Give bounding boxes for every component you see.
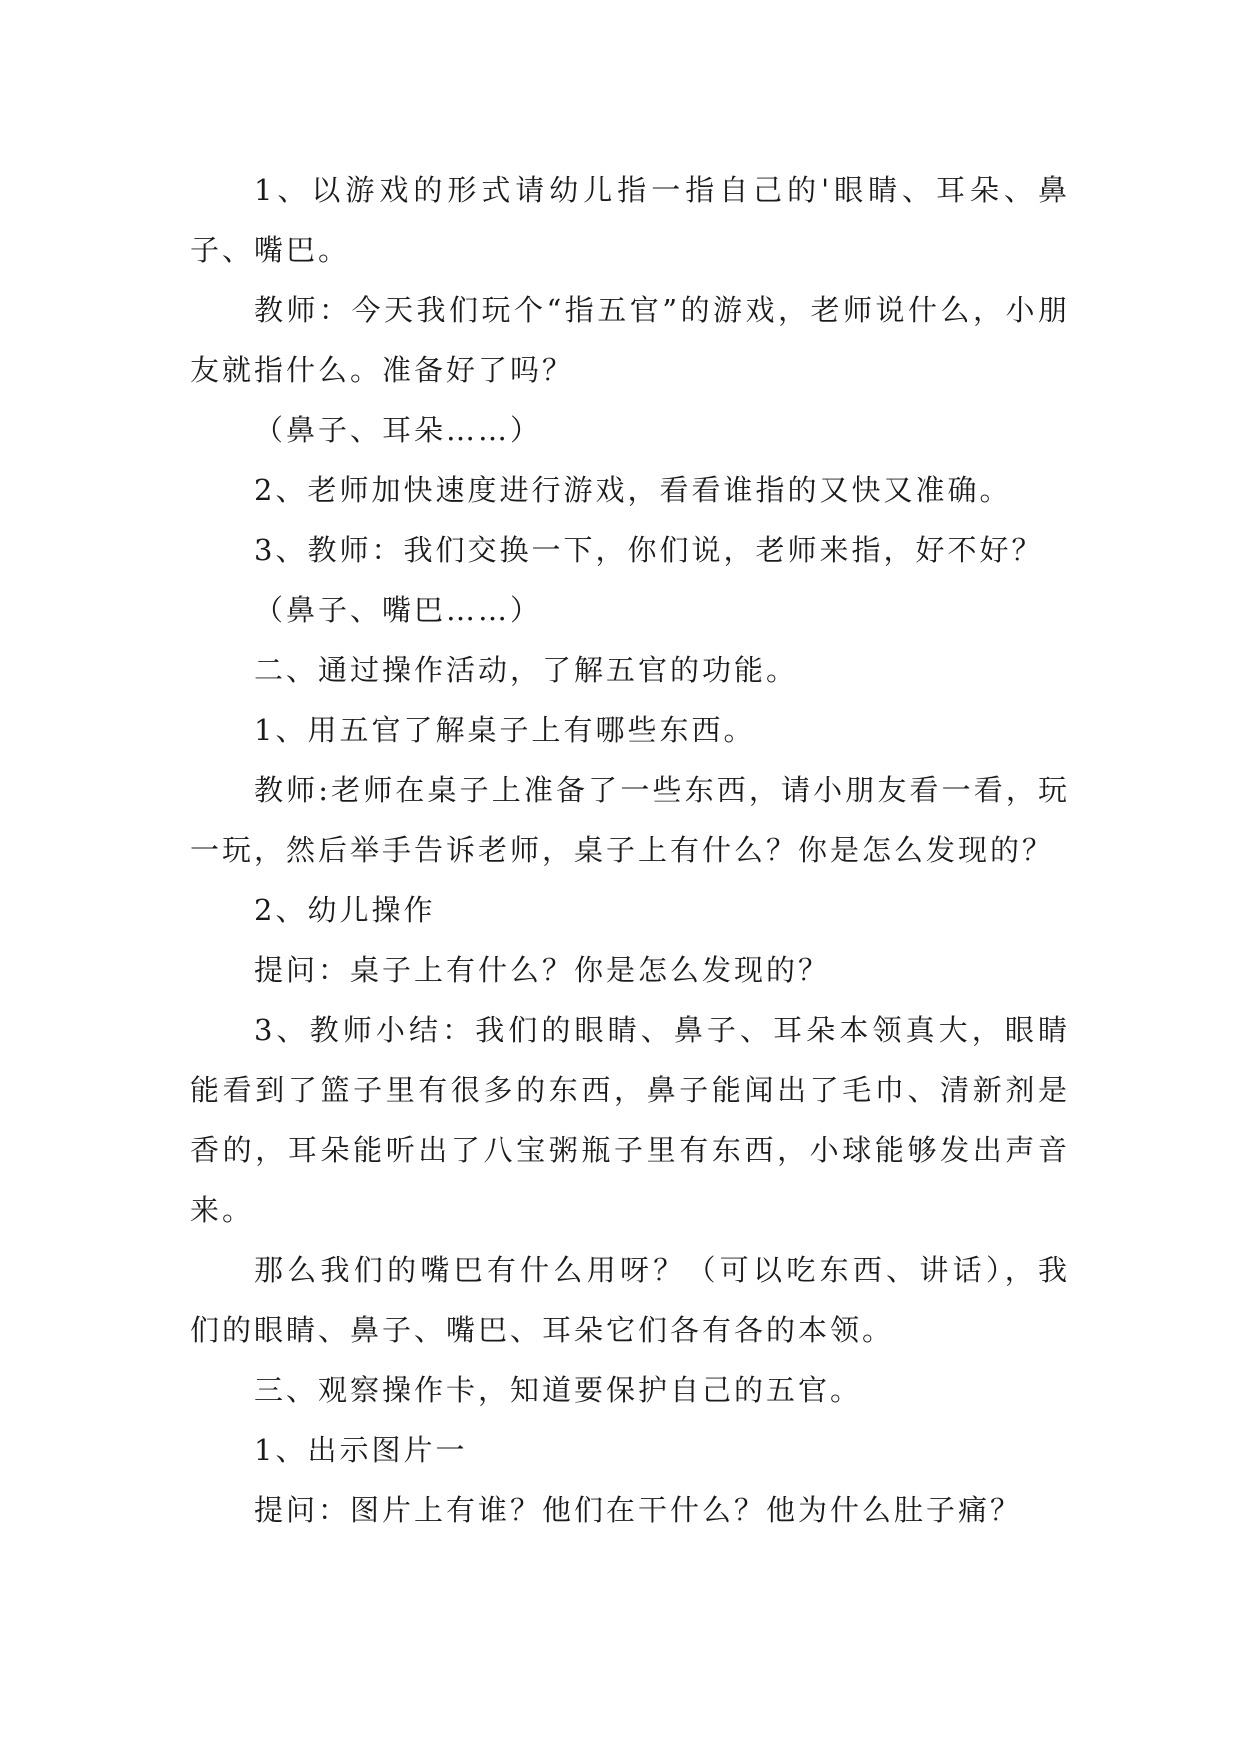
paragraph: （鼻子、耳朵……） xyxy=(254,413,543,447)
paragraph: 那么我们的嘴巴有什么用呀？（可以吃东西、讲话），我们的眼睛、鼻子、嘴巴、耳朵它们各有各的本领。 xyxy=(190,1253,1070,1347)
paragraph: 提问：图片上有谁？他们在干什么？他为什么肚子痛？ xyxy=(254,1493,1023,1527)
section-heading: 二、通过操作活动，了解五官的功能。 xyxy=(254,653,799,687)
paragraph: 提问：桌子上有什么？你是怎么发现的？ xyxy=(254,953,831,987)
paragraph: 1、以游戏的形式请幼儿指一指自己的'眼睛、耳朵、鼻子、嘴巴。 xyxy=(190,173,1070,267)
paragraph: 3、教师：我们交换一下，你们说，老师来指，好不好？ xyxy=(254,533,1044,567)
paragraph: 教师：今天我们玩个“指五官”的游戏，老师说什么，小朋友就指什么。准备好了吗？ xyxy=(190,293,1070,387)
paragraph: 2、老师加快速度进行游戏，看看谁指的又快又准确。 xyxy=(254,473,1012,507)
document-body xyxy=(190,160,1070,1540)
paragraph: 1、出示图片一 xyxy=(254,1433,468,1467)
paragraph: 1、用五官了解桌子上有哪些东西。 xyxy=(254,713,756,747)
section-heading: 三、观察操作卡，知道要保护自己的五官。 xyxy=(254,1373,863,1407)
paragraph: 2、幼儿操作 xyxy=(254,893,436,927)
paragraph: （鼻子、嘴巴……） xyxy=(254,593,543,627)
paragraph: 3、教师小结：我们的眼睛、鼻子、耳朵本领真大，眼睛能看到了篮子里有很多的东西，鼻子能闻出了毛巾、清新剂是香的，耳朵能听出了八宝粥瓶子里有东西，小球能够发出声音来。 xyxy=(190,1013,1070,1227)
paragraph: 教师:老师在桌子上准备了一些东西，请小朋友看一看，玩一玩，然后举手告诉老师，桌子上有什么？你是怎么发现的？ xyxy=(190,773,1070,867)
